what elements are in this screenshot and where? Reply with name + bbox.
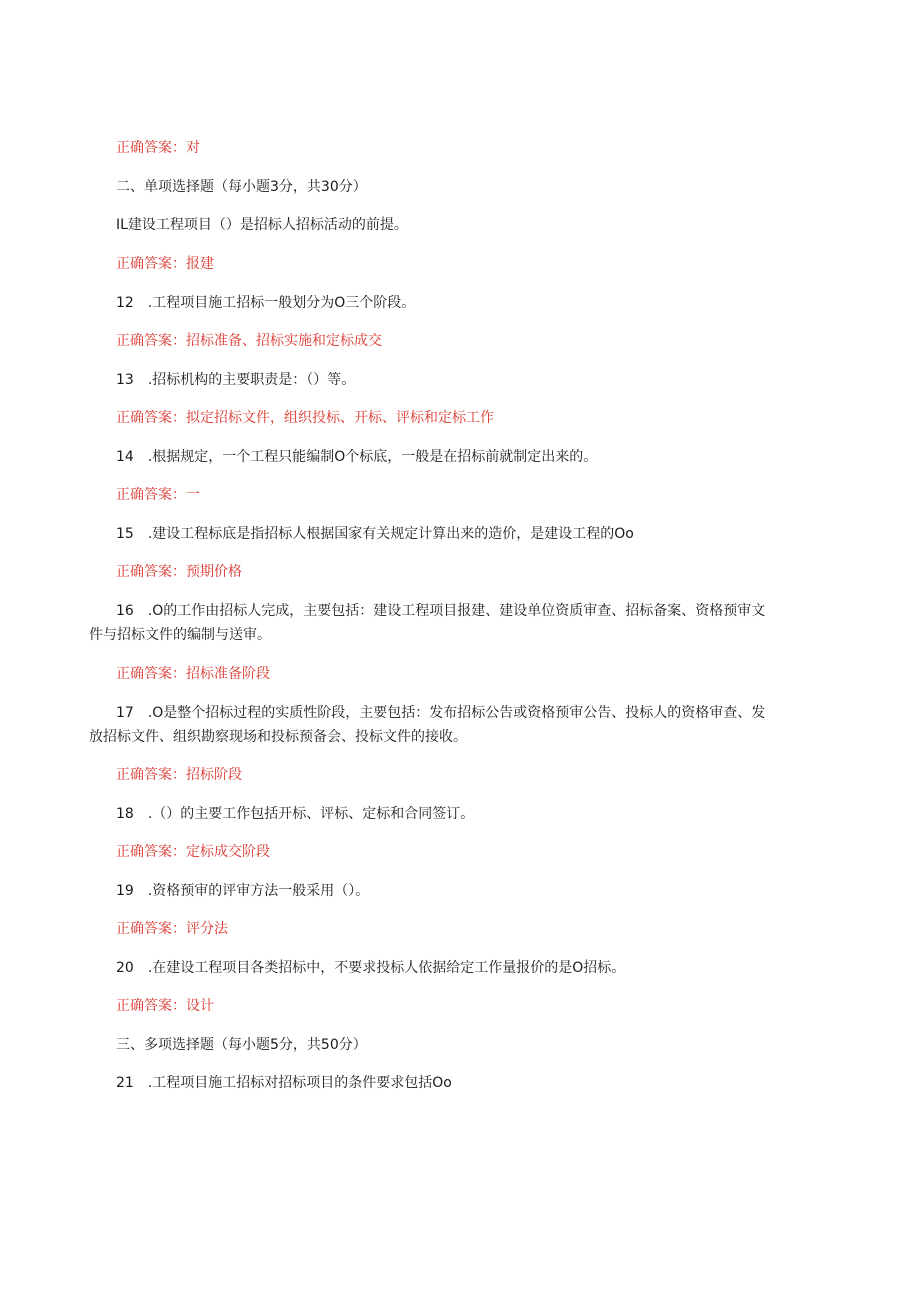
answer-15: 正确答案：预期价格 [116,564,242,580]
question-11: IL建设工程项目（）是招标人招标活动的前提。 [116,217,408,233]
question-12: 12 .工程项目施工招标一般划分为O三个阶段。 [116,295,416,311]
question-21: 21 .工程项目施工招标对招标项目的条件要求包括Oo [116,1075,452,1091]
question-19: 19 .资格预审的评审方法一般采用（）。 [116,883,370,899]
question-14: 14 .根据规定，一个工程只能编制O个标底，一般是在招标前就制定出来的。 [116,449,598,465]
answer-16: 正确答案：招标准备阶段 [116,666,270,682]
question-16-line-1: 16 .O的工作由招标人完成，主要包括：建设工程项目报建、建设单位资质审查、招标备案、资格预审文 [116,603,766,619]
answer-previous: 正确答案：对 [116,140,200,156]
question-16-line-2: 件与招标文件的编制与送审。 [89,627,271,643]
question-13: 13 .招标机构的主要职责是：（）等。 [116,372,356,388]
answer-19: 正确答案：评分法 [116,921,228,937]
answer-20: 正确答案：设计 [116,998,214,1014]
question-17-line-1: 17 .O是整个招标过程的实质性阶段，主要包括：发布招标公告或资格预审公告、投标人的资格审查、发 [116,705,766,721]
answer-12: 正确答案：招标准备、招标实施和定标成交 [116,333,382,349]
answer-11: 正确答案：报建 [116,256,214,272]
section-heading-multiple-choice: 三、多项选择题（每小题5分，共50分） [116,1037,367,1053]
answer-18: 正确答案：定标成交阶段 [116,844,270,860]
answer-17: 正确答案：招标阶段 [116,767,242,783]
question-17-line-2: 放招标文件、组织勘察现场和投标预备会、投标文件的接收。 [89,729,467,745]
answer-14: 正确答案：一 [116,487,200,503]
section-heading-single-choice: 二、单项选择题（每小题3分，共30分） [116,179,367,195]
answer-13: 正确答案：拟定招标文件，组织投标、开标、评标和定标工作 [116,410,494,426]
question-20: 20 .在建设工程项目各类招标中，不要求投标人依据给定工作量报价的是O招标。 [116,960,626,976]
question-18: 18 .（）的主要工作包括开标、评标、定标和合同签订。 [116,806,475,822]
question-15: 15 .建设工程标底是指招标人根据国家有关规定计算出来的造价，是建设工程的Oo [116,526,634,542]
